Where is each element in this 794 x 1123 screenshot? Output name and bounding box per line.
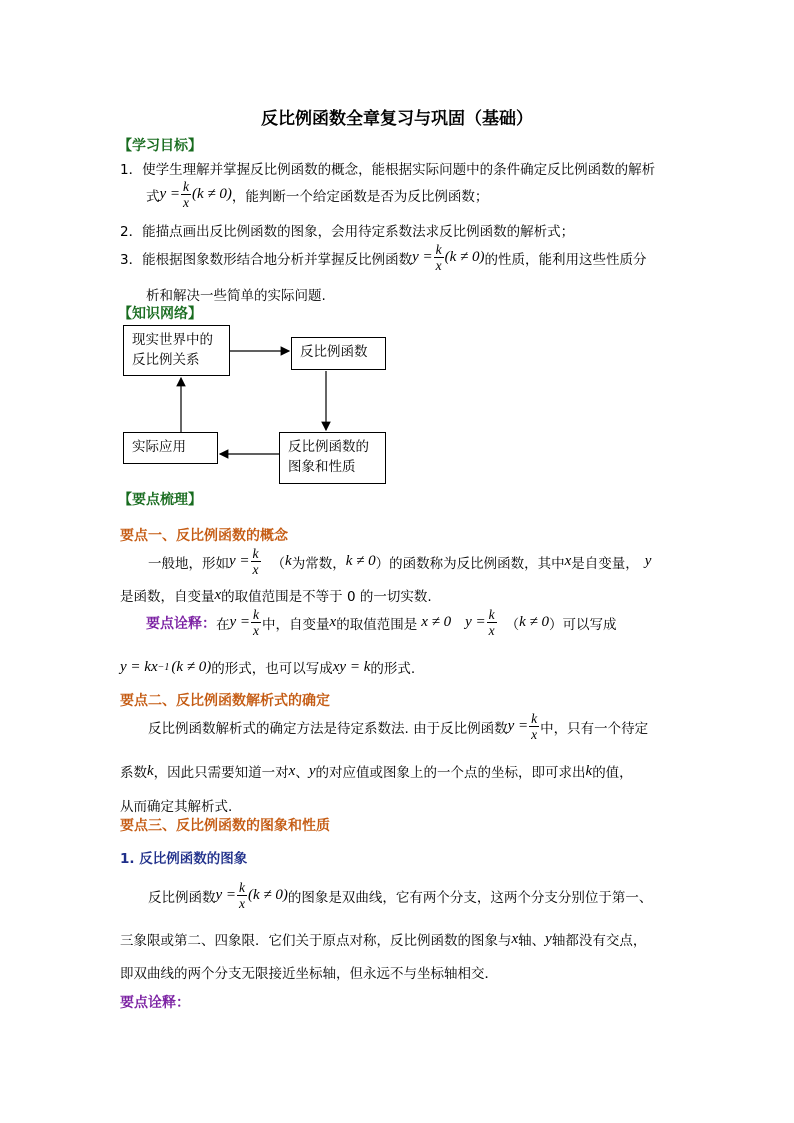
point-2-paragraph-line-3: 从而确定其解析式. — [120, 799, 233, 815]
point-1-note-line-1: 要点诠释： 在 y = $\frac{k}{x}$ 中，自变量 x 的取值范围是 x ≠ 0 y = $\frac{k}{x}$ （ k ≠ 0 ）可以写成 — [146, 607, 617, 638]
goal-3-line-2: 析和解决一些简单的实际问题. — [146, 288, 326, 304]
point-2-paragraph-line-2: 系数 k ，因此只需要知道一对 x 、 y 的对应值或图象上的一个点的坐标，即可求出 k 的值， — [120, 762, 633, 781]
formula-condition: (k ≠ 0) — [192, 186, 232, 202]
section-heading-network: 【知识网络】 — [118, 306, 202, 322]
fraction-k-over-x: $\frac{k}{x}$ — [435, 242, 442, 273]
fraction-k-over-x: $\frac{k}{x}$ — [253, 607, 260, 638]
point-1-paragraph-line-2: 是函数，自变量 x 的取值范围是不等于 0 的一切实数. — [120, 586, 432, 605]
diagram-box-application: 实际应用 — [123, 432, 218, 464]
goal-3-suffix: 的性质，能利用这些性质分 — [484, 251, 647, 268]
point-3-heading: 要点三、反比例函数的图象和性质 — [120, 818, 330, 834]
fraction-k-over-x: $\frac{k}{x}$ — [239, 880, 246, 911]
fraction-k-over-x: $\frac{k}{x}$ — [488, 607, 495, 638]
section-heading-points: 【要点梳理】 — [118, 492, 202, 508]
fraction-k-over-x: $\frac{k}{x}$ — [183, 179, 190, 210]
formula-y-eq: y = — [412, 249, 433, 265]
diagram-box-graph-properties: 反比例函数的 图象和性质 — [279, 432, 386, 484]
point-3-paragraph-line-3: 即双曲线的两个分支无限接近坐标轴，但永远不与坐标轴相交． — [120, 966, 498, 982]
formula-y-eq: y = — [159, 186, 181, 202]
page-title: 反比例函数全章复习与巩固（基础） — [261, 109, 533, 129]
point-2-heading: 要点二、反比例函数解析式的确定 — [120, 693, 330, 709]
fraction-k-over-x: $\frac{k}{x}$ — [531, 711, 538, 742]
point-3-note-label: 要点诠释： — [120, 995, 190, 1011]
section-heading-goals: 【学习目标】 — [118, 138, 202, 154]
diagram-box-real-world: 现实世界中的 反比例关系 — [123, 325, 230, 376]
fraction-k-over-x: $\frac{k}{x}$ — [252, 546, 259, 577]
point-1-note-line-2: y = kx −1 (k ≠ 0) 的形式，也可以写成 xy = k 的形式. — [120, 658, 416, 677]
formula-condition: (k ≠ 0) — [444, 249, 485, 265]
point-2-paragraph-line-1: 反比例函数解析式的确定方法是待定系数法. 由于反比例函数 y = $\frac{k}{x}$ 中，只有一个待定 — [148, 711, 649, 742]
point-3-paragraph-line-2: 三象限或第二、四象限．它们关于原点对称，反比例函数的图象与 x 轴、 y 轴都没有交点， — [120, 930, 647, 949]
point-3-paragraph-line-1: 反比例函数 y = $\frac{k}{x}$ (k ≠ 0) 的图象是双曲线，它有两个分支，这两个分支分别位于第一、 — [148, 880, 653, 911]
point-1-heading: 要点一、反比例函数的概念 — [120, 528, 288, 544]
diagram-box-function: 反比例函数 — [291, 337, 386, 370]
goal-3-prefix: 3．能根据图象数形结合地分析并掌握反比例函数 — [120, 251, 413, 268]
goal-2: 2．能描点画出反比例函数的图象，会用待定系数法求反比例函数的解析式； — [120, 224, 575, 240]
point-1-paragraph-line-1: 一般地，形如 y = $\frac{k}{x}$ （ k 为常数， k ≠ 0 ）的函数称为反比例函数，其中 x 是自变量， y — [148, 546, 652, 577]
point-3-subheading: 1. 反比例函数的图象 — [120, 851, 248, 867]
note-label: 要点诠释： — [146, 615, 216, 632]
goal-1-prefix: 式 — [146, 188, 160, 205]
goal-1-suffix: ，能判断一个给定函数是否为反比例函数； — [231, 188, 489, 205]
goal-1-line-1: 1．使学生理解并掌握反比例函数的概念，能根据实际问题中的条件确定反比例函数的解析 — [120, 162, 656, 178]
